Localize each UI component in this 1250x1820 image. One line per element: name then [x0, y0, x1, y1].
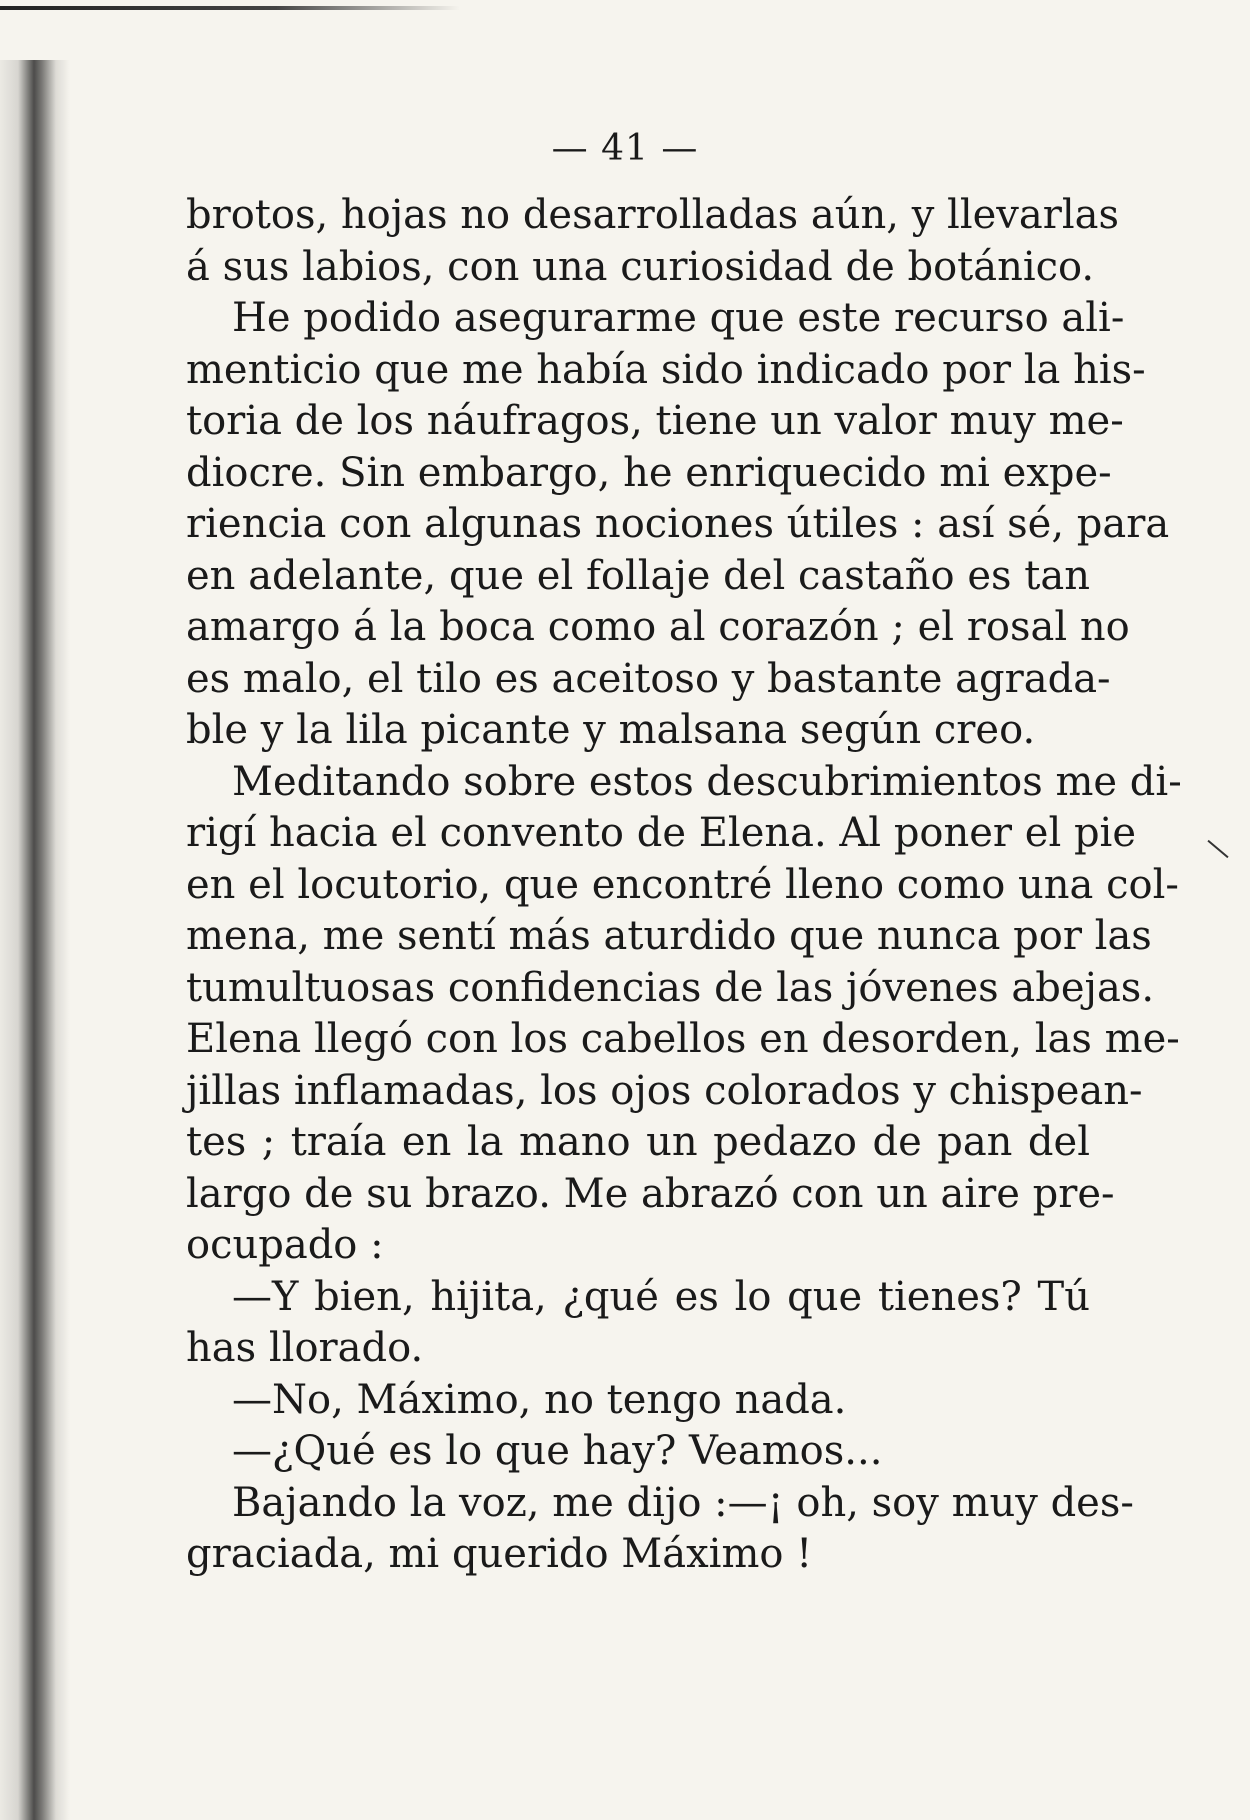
page-number: — 41 —: [551, 128, 699, 169]
text-line: brotos, hojas no desarrolladas aún, y llevarlas: [186, 192, 1120, 238]
text-line: en adelante, que el follaje del castaño es tan: [186, 552, 1090, 599]
text-line: tumultuosas confidencias de las jóvenes abejas.: [186, 964, 1155, 1011]
text-line: amargo á la boca como al corazón ; el rosal no: [186, 604, 1130, 650]
text-line: ble y la lila picante y malsana según creo.: [186, 707, 1036, 753]
text-line: largo de su brazo. Me abrazó con un aire pre-: [186, 1170, 1115, 1217]
stray-ink-mark: [1207, 840, 1228, 858]
text-line: —No, Máximo, no tengo nada.: [232, 1376, 847, 1423]
scan-top-rule: [0, 6, 460, 10]
binding-gutter-shadow: [0, 60, 70, 1820]
text-line: es malo, el tilo es aceitoso y bastante agrada-: [186, 655, 1111, 702]
text-line: diocre. Sin embargo, he enriquecido mi expe-: [186, 449, 1112, 496]
text-line: Elena llegó con los cabellos en desorden, las me-: [186, 1016, 1180, 1062]
text-line: menticio que me había sido indicado por la his-: [186, 346, 1146, 393]
text-line: mena, me sentí más aturdido que nunca por las: [186, 913, 1152, 959]
text-line: Bajando la voz, me dijo :—¡ oh, soy muy des-: [232, 1479, 1134, 1526]
text-line: graciada, mi querido Máximo !: [186, 1531, 813, 1577]
text-line: —¿Qué es lo que hay? Veamos...: [232, 1428, 883, 1474]
text-line: tes ; traía en la mano un pedazo de pan del: [186, 1119, 1090, 1165]
text-line: —Y bien, hijita, ¿qué es lo que tienes? Tú: [232, 1273, 1090, 1320]
text-line: jillas inflamadas, los ojos colorados y chispean-: [186, 1067, 1143, 1114]
text-line: Meditando sobre estos descubrimientos me di-: [232, 758, 1182, 805]
text-line: riencia con algunas nociones útiles : así sé, para: [186, 501, 1170, 547]
text-line: en el locutorio, que encontré lleno como una col-: [186, 861, 1179, 908]
text-line: rigí hacia el convento de Elena. Al poner el pie: [186, 810, 1137, 856]
text-line: He podido asegurarme que este recurso ali-: [232, 295, 1125, 341]
body-text: [186, 190, 1182, 1581]
text-line: ocupado :: [186, 1222, 384, 1268]
text-line: has llorado.: [186, 1325, 424, 1371]
text-line: toria de los náufragos, tiene un valor muy me-: [186, 398, 1124, 444]
text-line: á sus labios, con una curiosidad de botánico.: [186, 243, 1095, 290]
